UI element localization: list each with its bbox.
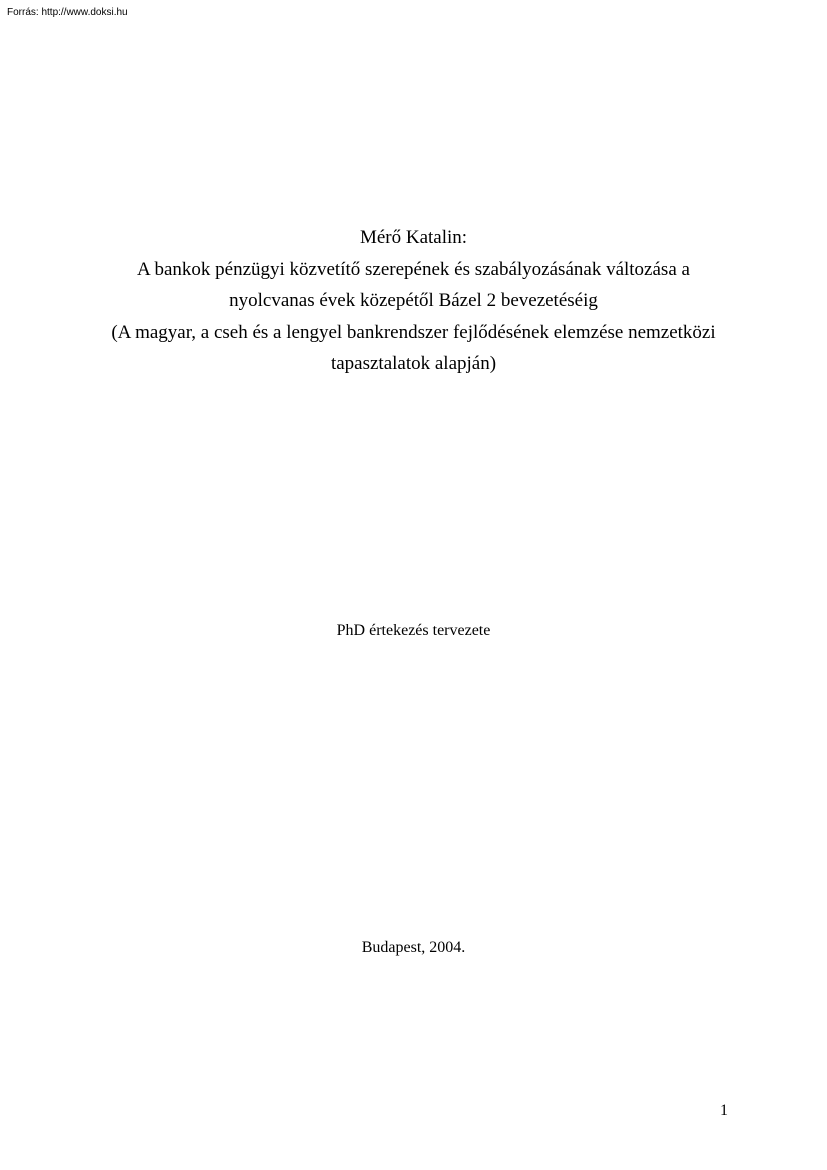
author-name: Mérő Katalin: [359, 227, 468, 248]
title-line-3: (A magyar, a cseh és a lengyel bankrendszer fejlődésének elemzése nemzetközi [111, 321, 716, 343]
page-number: 1 [720, 1102, 728, 1119]
title-line-2: nyolcvanas évek közepétől Bázel 2 bevezetéséig [229, 290, 598, 311]
document-type: PhD értekezés tervezete [336, 622, 491, 639]
source-link[interactable]: Forrás: http://www.doksi.hu [7, 7, 128, 18]
place-date: Budapest, 2004. [361, 939, 466, 956]
title-line-1: A bankok pénzügyi közvetítő szerepének és szabályozásának változása a [137, 258, 690, 280]
title-line-4: tapasztalatok alapján) [330, 353, 497, 374]
title-block [0, 222, 827, 380]
